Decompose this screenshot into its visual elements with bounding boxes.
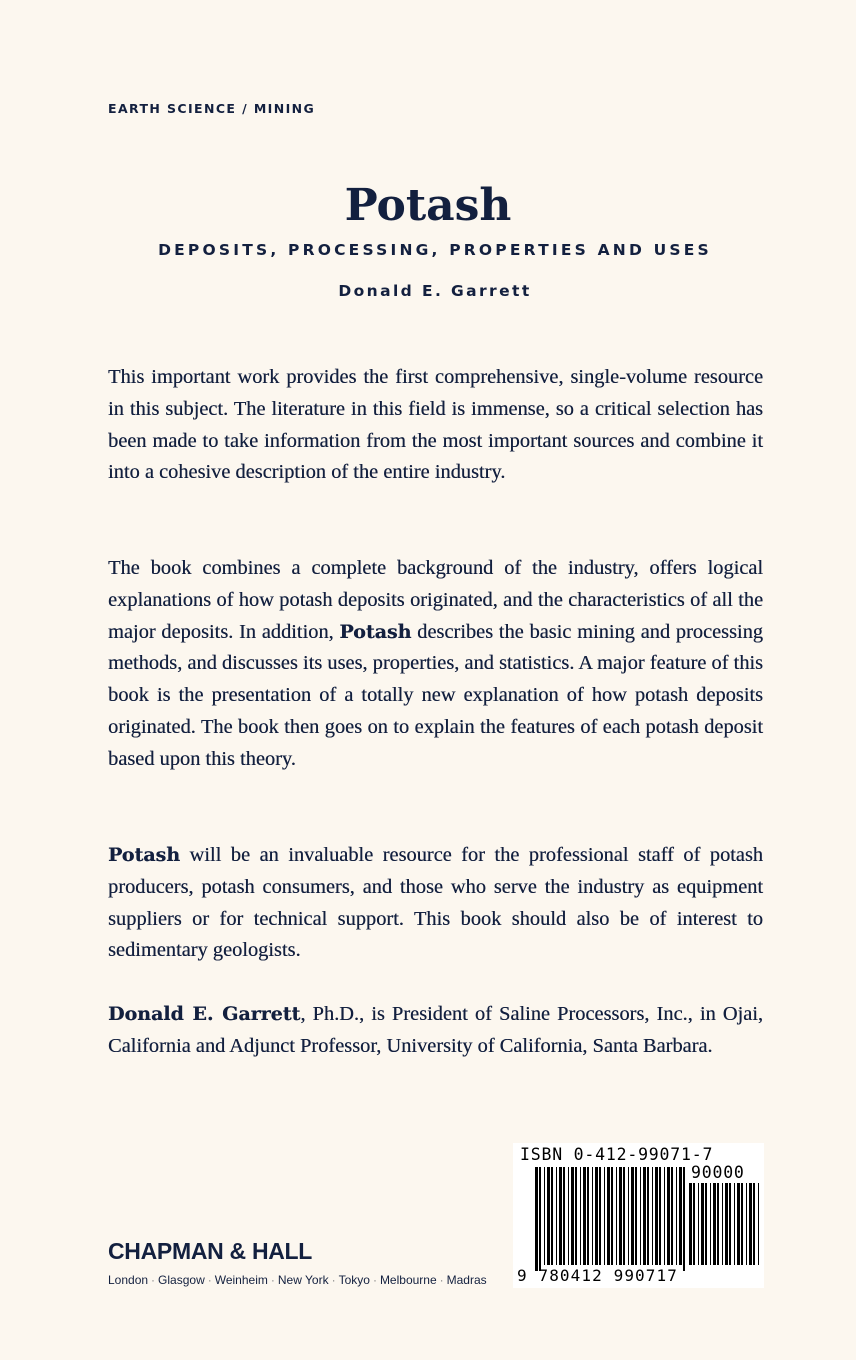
barcode-bar (640, 1167, 641, 1265)
barcode (513, 1143, 764, 1288)
barcode-bar (628, 1167, 629, 1265)
paragraph-3-text: will be an invaluable resource for the professional staff of potash producers, potash consumers, and those who serve the industry as equipment suppliers or for technical support. This book should also be of interest to sedimentary geologists. (108, 844, 763, 962)
barcode-bar (635, 1167, 637, 1265)
barcode-bar (710, 1183, 711, 1265)
barcode-bar (575, 1167, 577, 1265)
barcode-bar (539, 1167, 541, 1271)
barcode-bar (619, 1167, 622, 1265)
city-tokyo: Tokyo (338, 1273, 370, 1287)
barcode-bar (623, 1167, 625, 1265)
barcode-bar (734, 1183, 735, 1265)
publisher-name: CHAPMAN & HALL (108, 1238, 313, 1264)
barcode-bar (713, 1183, 716, 1265)
ean-digits: 9 780412 990717 (517, 1266, 678, 1285)
isbn-text: ISBN 0-412-99071-7 (520, 1145, 714, 1164)
city-madras: Madras (446, 1273, 487, 1287)
author-bio-text: , Ph.D., is President of Saline Processors, Inc., in Ojai, California and Adjunct Professor, University of California, Santa Barbara. (108, 1003, 763, 1057)
barcode-bar (643, 1167, 646, 1265)
barcode-bar (611, 1167, 613, 1265)
barcode-bar (652, 1167, 653, 1265)
barcode-bar (698, 1183, 699, 1265)
barcode-bar (556, 1167, 557, 1265)
barcode-bar (547, 1167, 550, 1265)
description-paragraph-1: This important work provides the first comprehensive, single-volume resource in this subject. The literature in this field is immense, so a critical selection has been made to take information from the most important sources and combine it into a cohesive description of the entire industry. (108, 366, 763, 484)
barcode-bar (647, 1167, 649, 1265)
barcode-bar (683, 1167, 685, 1271)
barcode-bar (544, 1167, 545, 1265)
book-subtitle: DEPOSITS, PROCESSING, PROPERTIES AND USES (158, 241, 712, 259)
barcode-bar (659, 1167, 661, 1265)
barcode-bar (604, 1167, 605, 1265)
barcode-bar (580, 1167, 581, 1265)
paragraph-2-text-b: describes the basic mining and processing methods, and discusses its uses, properties, and statistics. A major feature of this book is the presentation of a totally new explanation of how potash deposits originated. The book then goes on to explain the features of each potash deposit based upon this theory. (108, 620, 763, 770)
barcode-bar (679, 1167, 682, 1265)
barcode-bar (737, 1183, 740, 1265)
barcode-bar (753, 1183, 755, 1265)
description-paragraph-3 (108, 840, 763, 967)
barcode-bar (676, 1167, 677, 1265)
barcode-bar (559, 1167, 562, 1265)
paragraph-3-book-title: Potash (108, 844, 181, 866)
paragraph-2-book-title: Potash (339, 620, 412, 643)
barcode-bar (655, 1167, 658, 1265)
barcode-bar (741, 1183, 743, 1265)
barcode-bar (722, 1183, 723, 1265)
barcode-bar (592, 1167, 593, 1265)
barcode-bar (749, 1183, 752, 1265)
book-author: Donald E. Garrett (338, 282, 532, 300)
city-glasgow: Glasgow (158, 1273, 205, 1287)
barcode-bar (746, 1183, 747, 1265)
category-label: EARTH SCIENCE / MINING (108, 101, 316, 116)
barcode-bar (689, 1183, 692, 1265)
barcode-bar (671, 1167, 673, 1265)
price-code: 90000 (691, 1163, 745, 1182)
barcode-bar (758, 1183, 759, 1265)
city-london: London (108, 1273, 149, 1287)
barcode-bar (563, 1167, 565, 1265)
barcode-bar (717, 1183, 719, 1265)
paragraph-2-text-a: The book combines a complete background of the industry, offers logical explanations of how potash deposits originated, and the characteristics of all the major deposits. In addition, (108, 557, 763, 643)
barcode-bar (551, 1167, 553, 1265)
city-new-york: New York (277, 1273, 329, 1287)
barcode-bar (583, 1167, 586, 1265)
barcode-bar (693, 1183, 695, 1265)
barcode-bar (667, 1167, 670, 1265)
barcode-bar (587, 1167, 589, 1265)
barcode-bar (571, 1167, 574, 1265)
city-melbourne: Melbourne (379, 1273, 437, 1287)
barcode-bar (535, 1167, 538, 1271)
publisher-cities: London · Glasgow · Weinheim · New York · Tokyo · Melbourne · Madras (108, 1273, 487, 1287)
barcode-bar (729, 1183, 731, 1265)
barcode-bar (607, 1167, 610, 1265)
city-weinheim: Weinheim (214, 1273, 268, 1287)
description-paragraph-2 (108, 553, 763, 776)
barcode-bar (568, 1167, 569, 1265)
barcode-bar (705, 1183, 707, 1265)
barcode-bar (701, 1183, 704, 1265)
barcode-bar (599, 1167, 601, 1265)
book-title: Potash (344, 180, 512, 231)
author-bio (108, 999, 763, 1063)
barcode-bar (595, 1167, 598, 1265)
author-bio-name: Donald E. Garrett (108, 1003, 301, 1025)
barcode-bar (616, 1167, 617, 1265)
barcode-bar (725, 1183, 728, 1265)
barcode-bar (631, 1167, 634, 1265)
barcode-bar (664, 1167, 665, 1265)
